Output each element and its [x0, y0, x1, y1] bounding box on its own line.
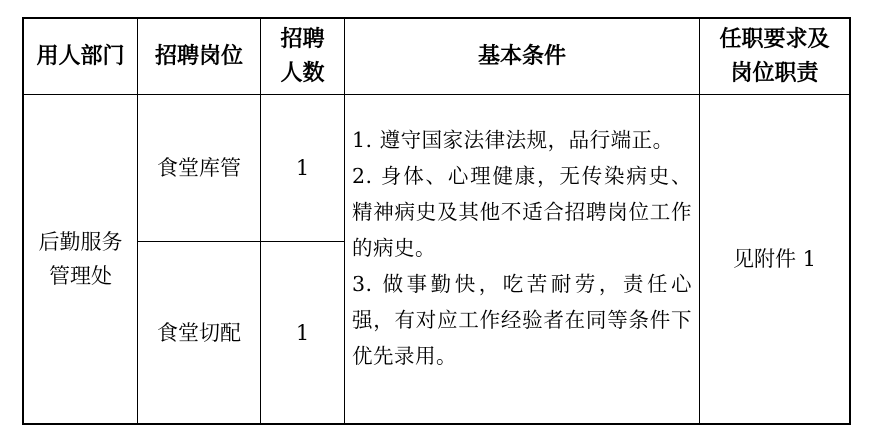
position-name: 食堂库管	[157, 156, 241, 180]
table-row-headcount	[261, 95, 344, 241]
header-department-label: 用人部门	[36, 43, 125, 69]
department-cell	[24, 95, 137, 423]
table-row-position	[138, 95, 260, 241]
position-name: 食堂切配	[157, 320, 241, 345]
header-headcount-label-line2: 人数	[280, 60, 325, 86]
requirements-text: 见附件 1	[732, 247, 817, 271]
header-department	[24, 19, 137, 94]
header-conditions	[345, 19, 699, 94]
condition-item-3: 3. 做事勤快，吃苦耐劳，责任心强，有对应工作经验者在同等条件下优先录用。	[352, 272, 692, 368]
department-name-line1: 后勤服务	[38, 230, 123, 254]
table-row-position	[138, 242, 260, 423]
table-border-right	[849, 17, 851, 425]
header-conditions-label: 基本条件	[477, 43, 566, 69]
condition-item-2: 2. 身体、心理健康，无传染病史、精神病史及其他不适合招聘岗位工作的病史。	[352, 164, 692, 260]
requirements-cell	[700, 95, 849, 423]
header-position	[138, 19, 260, 94]
header-position-label: 招聘岗位	[154, 43, 243, 69]
header-requirements-label-line1: 任职要求及	[719, 26, 830, 52]
header-requirements	[700, 19, 849, 94]
department-name-line2: 管理处	[49, 264, 112, 288]
header-requirements-label-line2: 岗位职责	[730, 60, 819, 86]
table-border-bottom	[22, 423, 851, 425]
header-headcount	[261, 19, 344, 94]
condition-item-1: 1. 遵守国家法律法规，品行端正。	[352, 128, 674, 152]
conditions-cell	[352, 122, 692, 374]
table-row-headcount	[261, 242, 344, 423]
headcount-value: 1	[295, 156, 310, 180]
header-headcount-label-line1: 招聘	[280, 26, 325, 52]
headcount-value: 1	[295, 320, 310, 345]
